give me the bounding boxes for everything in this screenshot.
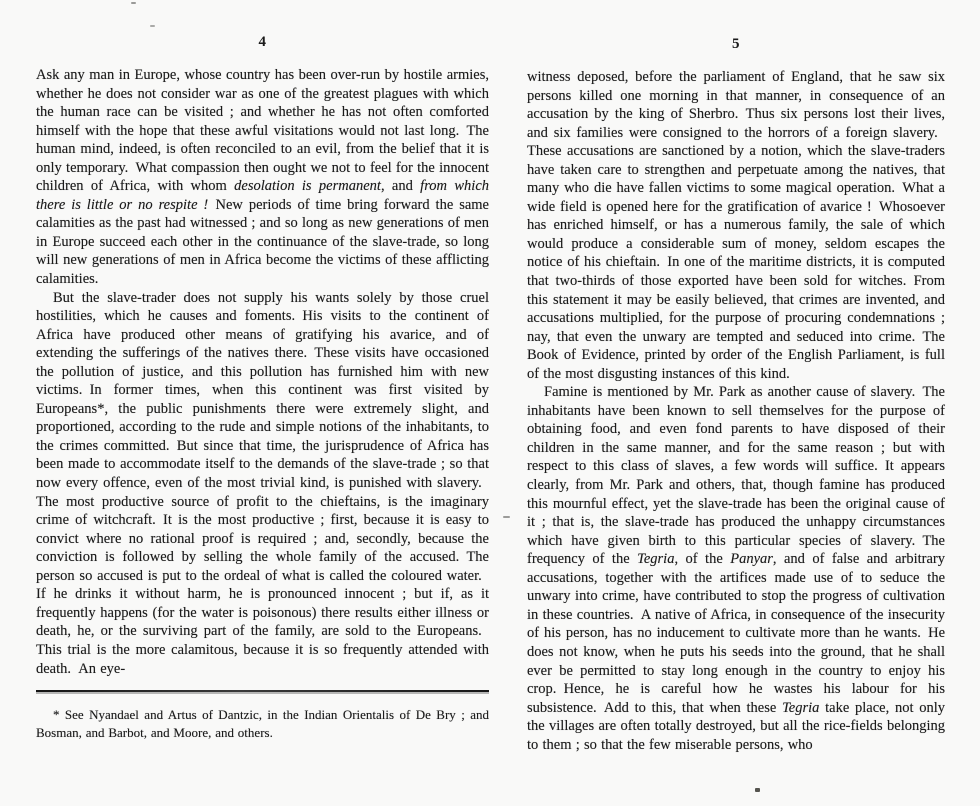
right-page-number: 5 [732, 36, 740, 52]
paragraph [36, 706, 489, 741]
text-segment: New periods of time bring forward the same calamities as the past had witnessed ; and so long as new generations of men in Europe succeed each other in the continuance of the slave-trade, so long will new generations of men in Africa become the victims of these afflicting calamities. [36, 196, 489, 288]
italic-segment: from which there is little or no respite ! [36, 178, 489, 213]
paragraph [36, 66, 489, 289]
right-page [527, 36, 945, 754]
text-segment: witness deposed, before the parliament of England, that he saw six persons killed one morning in that manner, in consequence of an accusation by the king of Sherbro. Thus six persons lost their lives, and six families were consigned to the horrors of a foreign slavery. These accusations are sanctioned by a notion, which the slave-traders have taken care to strengthen and perpetuate among the natives, that many who die have fallen victims to some magical operation. What a wide field is opened here for the gratification of avarice ! Whosoever has enriched himself, or has a numerous family, the sale of which would produce a considerable sum of money, seldom escapes the notice of his chieftain. In one of the maritime districts, it is computed that two-thirds of those exported have been sold for witches. From this statement it may be easily believed, that crimes are invented, and accusations multiplied, for the purpose of procuring condemnations ; nay, that even the unwary are tempted and seduced into crime. The Book of Evidence, printed by order of the English Parliament, is full of the most disgusting instances of this kind. [527, 69, 945, 382]
text-segment: , and [380, 178, 421, 195]
scan-speck [755, 788, 760, 792]
left-page-number: 4 [258, 34, 267, 50]
text-segment: , and of false and arbitrary accusations, together with the artifices made use of to seduce the unwary into crime, have contributed to stop the progress of cultivation in these countries. A native of Africa, in consequence of the insecurity of his person, has no inducement to cultivate more than he wants. He does not know, when he puts his seeds into the ground, that he shall ever be permitted to stay long enough in the country to enjoy his crop. Hence, he is careful how he wastes his labour for his subsistence. Add to this, that when these [527, 551, 946, 716]
paragraph [527, 68, 945, 383]
text-segment: take place, not only the villages are often totally destroyed, but all the rice-fields belonging to them ; so that the few miserable persons, who [527, 699, 945, 753]
italic-segment: Tegria [637, 551, 675, 568]
scan-speck [503, 516, 510, 518]
left-page-body-text [36, 66, 489, 678]
italic-segment: Panyar [730, 551, 773, 568]
text-segment: But the slave-trader does not supply his wants solely by those cruel hostilities, which he causes and foments. His visits to the continent of Africa have produced other means of gratifying his avarice, and of extending the sufferings of the natives there. These visits have occasioned the pollution of justice, and this pollution has furnished him with new victims. In former times, when this continent was first visited by Europeans*, the public punishments there were extremely slight, and proportioned, according to the rude and simple notions of the inhabitants, to the crimes committed. But since that time, the jurisprudence of Africa has been made to accommodate itself to the demands of the slave-trade ; so that now every offence, even of the most trivial kind, is punished with slavery. The most productive source of profit to the chieftains, is the imaginary crime of witchcraft. It is the most productive ; first, because it is easy to convict where no rational proof is required ; and, secondly, because the conviction is followed by selling the whole family of the accused. The person so accused is put to the ordeal of what is called the coloured water. If he drinks it without harm, he is pronounced innocent ; but if, as it frequently happens (for the water is poisonous) there results either illness or death, he, or the surviving part of the family, are sold to the Europeans. This trial is the more calamitous, because it is so frequently attended with death. An eye- [36, 289, 489, 677]
footnote-divider [36, 690, 489, 692]
italic-segment: desolation is permanent [234, 178, 381, 195]
text-segment: Ask any man in Europe, whose country has been over-run by hostile armies, whether he does not consider war as one of the greatest plagues with which the human race can be visited ; and whether he has not often comforted himself with the hope that these awful visitations would not last long. The human mind, indeed, is often reconciled to an evil, from the belief that it is only temporary. What compassion then ought we not to feel for the innocent children of Africa, with whom [36, 67, 489, 195]
footnote [36, 706, 489, 741]
text-segment: , of the [674, 551, 731, 568]
paragraph [527, 383, 945, 754]
text-segment: * See Nyandael and Artus of Dantzic, in the Indian Orientalis of De Bry ; and Bosman, and Barbot, and Moore, and others. [36, 707, 489, 740]
scan-speck [150, 25, 155, 27]
italic-segment: Tegria [782, 699, 820, 716]
scan-speck [131, 2, 136, 4]
left-page [36, 34, 489, 741]
text-segment: Famine is mentioned by Mr. Park as another cause of slavery. The inhabitants have been known to sell themselves for the purpose of obtaining food, and even fond parents to have disposed of their children in the same manner, and for the same reason ; but with respect to this class of slaves, a few words will suffice. It appears clearly, from Mr. Park and others, that, though famine has produced this mournful effect, yet the slave-trade has been the original cause of it ; that is, the slave-trade has produced the unhappy circumstances which have given birth to this particular species of slavery. The frequency of the [527, 384, 945, 568]
paragraph [36, 289, 489, 678]
right-page-body-text [527, 68, 945, 754]
